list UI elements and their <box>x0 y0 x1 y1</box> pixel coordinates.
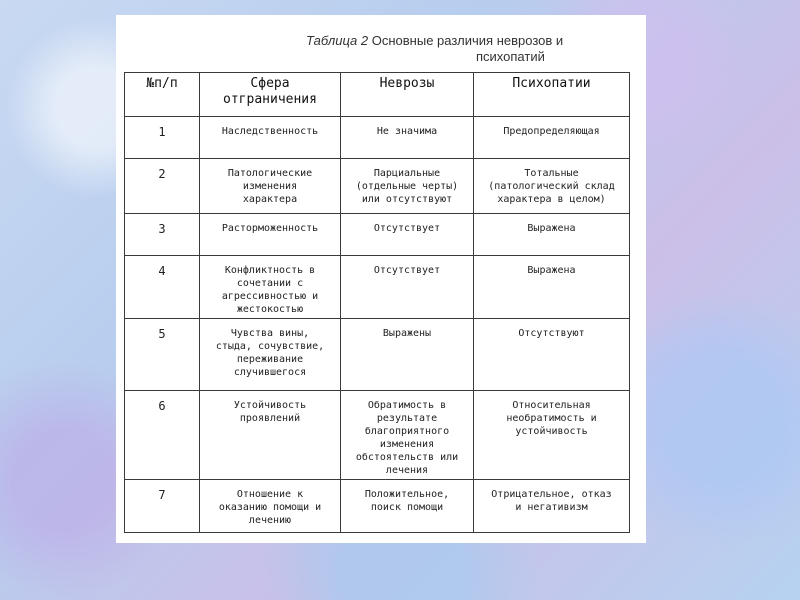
cell-psychopathies: Отсутствуют <box>474 319 630 391</box>
table-row <box>125 391 630 480</box>
caption-text: Основные различия неврозов и <box>371 33 564 48</box>
header-psychopathies: Психопатии <box>474 73 630 117</box>
cell-psychopathies: Тотальные (патологический склад характера в целом) <box>474 159 630 214</box>
table-row <box>125 159 630 214</box>
cell-sphere: Наследственность <box>200 117 341 159</box>
cell-neuroses: Обратимость в результате благоприятного изменения обстоятельств или лечения <box>341 391 474 480</box>
table-row <box>125 256 630 319</box>
cell-sphere: Конфликтность в сочетании с агрессивностью и жестокостью <box>200 256 341 319</box>
row-number: 6 <box>125 391 200 480</box>
table-row <box>125 319 630 391</box>
row-number: 1 <box>125 117 200 159</box>
cell-neuroses: Не значима <box>341 117 474 159</box>
cell-psychopathies: Отрицательное, отказ и негативизм <box>474 480 630 533</box>
table-caption <box>306 33 626 65</box>
row-number: 4 <box>125 256 200 319</box>
caption-text-line2: психопатий <box>476 49 545 64</box>
cell-psychopathies: Выражена <box>474 256 630 319</box>
cell-psychopathies: Относительная необратимость и устойчивость <box>474 391 630 480</box>
cell-psychopathies: Выражена <box>474 214 630 256</box>
cell-neuroses: Положительное, поиск помощи <box>341 480 474 533</box>
header-neuroses: Неврозы <box>341 73 474 117</box>
table-row <box>125 117 630 159</box>
header-sphere: Сфера отграничения <box>200 73 341 117</box>
cell-sphere: Патологические изменения характера <box>200 159 341 214</box>
table-row <box>125 480 630 533</box>
row-number: 7 <box>125 480 200 533</box>
cell-neuroses: Выражены <box>341 319 474 391</box>
table-header-row <box>125 73 630 117</box>
table-row <box>125 214 630 256</box>
row-number: 2 <box>125 159 200 214</box>
caption-prefix: Таблица 2 <box>306 33 369 48</box>
document-sheet <box>116 15 646 543</box>
row-number: 3 <box>125 214 200 256</box>
cell-sphere: Отношение к оказанию помощи и лечению <box>200 480 341 533</box>
cell-neuroses: Отсутствует <box>341 256 474 319</box>
cell-neuroses: Отсутствует <box>341 214 474 256</box>
cell-sphere: Устойчивость проявлений <box>200 391 341 480</box>
comparison-table <box>124 72 630 533</box>
row-number: 5 <box>125 319 200 391</box>
cell-sphere: Расторможенность <box>200 214 341 256</box>
cell-psychopathies: Предопределяющая <box>474 117 630 159</box>
cell-neuroses: Парциальные (отдельные черты) или отсутствуют <box>341 159 474 214</box>
cell-sphere: Чувства вины, стыда, сочувствие, переживание случившегося <box>200 319 341 391</box>
header-number: №п/п <box>125 73 200 117</box>
